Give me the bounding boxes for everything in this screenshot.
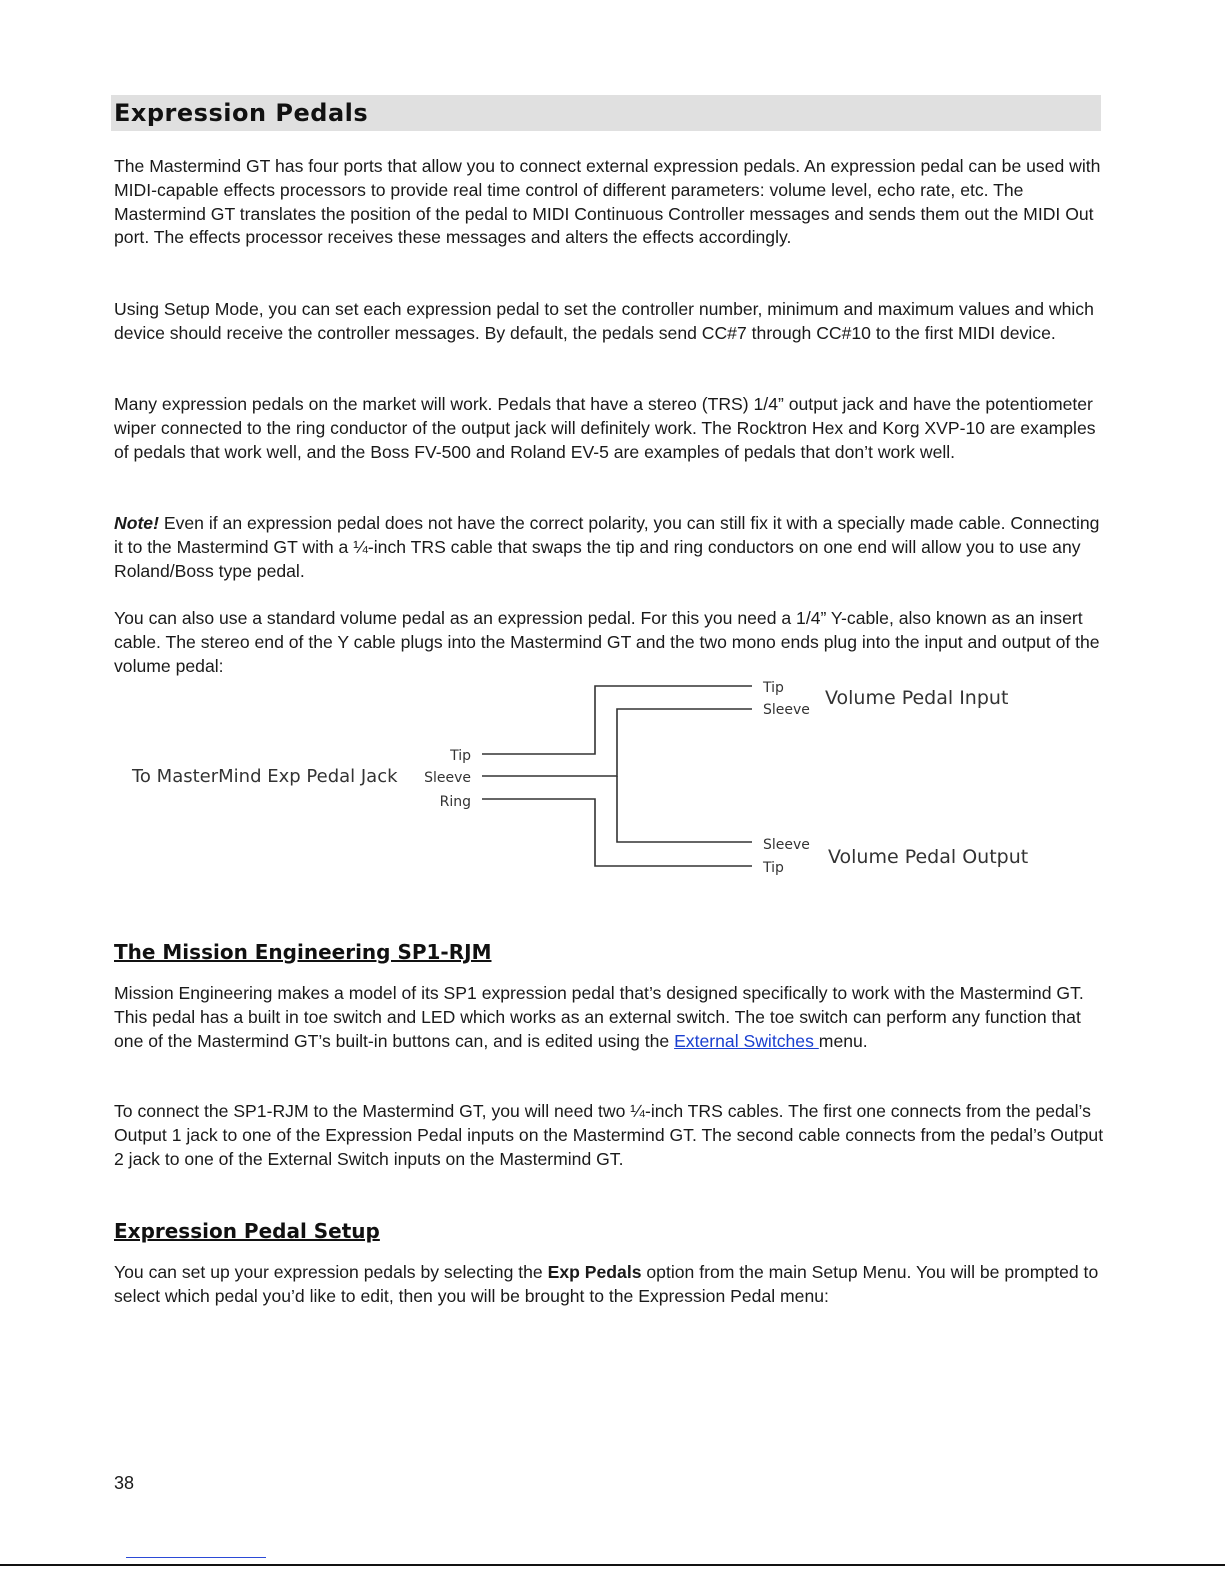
diagram-input-label: Volume Pedal Input bbox=[825, 687, 1009, 709]
setup-heading: Expression Pedal Setup bbox=[114, 1219, 380, 1243]
external-switches-link[interactable]: External Switches bbox=[674, 1030, 819, 1051]
page-number: 38 bbox=[114, 1473, 135, 1493]
diagram-output-sleeve: Sleeve bbox=[763, 837, 810, 853]
diagram-jack-tip: Tip bbox=[450, 748, 471, 764]
wire-sleeve-to-input bbox=[482, 709, 752, 776]
note-paragraph bbox=[114, 512, 1104, 583]
diagram-input-tip: Tip bbox=[763, 680, 784, 696]
setup-paragraph-tail: option from the main Setup Menu. You will be prompted to select which pedal you’d like to edit, then you will be brought to the Expression Pedal menu: bbox=[114, 1262, 1099, 1306]
sp1-heading: The Mission Engineering SP1-RJM bbox=[114, 940, 492, 964]
exp-pedals-option: Exp Pedals bbox=[547, 1262, 642, 1282]
sp1-paragraph-tail: menu. bbox=[818, 1030, 868, 1051]
sp1-paragraph bbox=[114, 982, 1104, 1053]
diagram-output-label: Volume Pedal Output bbox=[828, 846, 1029, 868]
diagram-jack-ring: Ring bbox=[439, 794, 471, 810]
footer-link-underline bbox=[126, 1557, 266, 1558]
sp1-connect-paragraph: To connect the SP1-RJM to the Mastermind GT, you will need two ¼-inch TRS cables. The first one connects from the pedal’s Output 1 jack to one of the Expression Pedal inputs on the Mastermind GT. The second cable connects from the pedal’s Output 2 jack to one of the External Switch inputs on the Mastermind GT. bbox=[114, 1101, 1104, 1169]
compatibility-paragraph: Many expression pedals on the market will work. Pedals that have a stereo (TRS) 1/4” output jack and have the potentiometer wiper connected to the ring conductor of the output jack will definitely work. The Rocktron Hex and Korg XVP-10 are examples of pedals that work well, and the Boss FV-500 and Roland EV-5 are examples of pedals that don’t work well. bbox=[114, 394, 1096, 462]
footer-rule bbox=[0, 1564, 1225, 1566]
setup-mode-paragraph: Using Setup Mode, you can set each expression pedal to set the controller number, minimum and maximum values and which device should receive the controller messages. By default, the pedals send CC#7 through CC#10 to the first MIDI device. bbox=[114, 299, 1094, 343]
intro-paragraph: The Mastermind GT has four ports that allow you to connect external expression pedals. An expression pedal can be used with MIDI-capable effects processors to provide real time control of different parameters: volume level, echo rate, etc. The Mastermind GT translates the position of the pedal to MIDI Continuous Controller messages and sends them out the MIDI Out port. The effects processor receives these messages and alters the effects accordingly. bbox=[114, 156, 1101, 248]
diagram-jack-sleeve: Sleeve bbox=[424, 770, 471, 786]
section-title: Expression Pedals bbox=[114, 99, 369, 127]
wire-lines bbox=[482, 686, 752, 866]
volume-pedal-paragraph: You can also use a standard volume pedal as an expression pedal. For this you need a 1/4” Y-cable, also known as an insert cable. The stereo end of the Y cable plugs into the Mastermind GT and the two mono ends plug into the input and output of the volume pedal: bbox=[114, 608, 1100, 676]
diagram-jack-label: To MasterMind Exp Pedal Jack bbox=[132, 766, 398, 787]
sp1-paragraph-text: Mission Engineering makes a model of its SP1 expression pedal that’s designed specifically to work with the Mastermind GT. This pedal has a built in toe switch and LED which works as an external switch. The toe switch can perform any function that one of the Mastermind GT’s built-in buttons can, and is edited using the bbox=[114, 983, 1084, 1051]
setup-paragraph-text: You can set up your expression pedals by selecting the bbox=[114, 1262, 548, 1282]
wire-sleeve-to-output bbox=[617, 776, 752, 842]
diagram-input-sleeve: Sleeve bbox=[763, 702, 810, 718]
note-text: Even if an expression pedal does not have the correct polarity, you can still fix it with a specially made cable. Connecting it to the Mastermind GT with a ¼-inch TRS cable that swaps the tip and ring conductors on one end will allow you to use any Roland/Boss type pedal. bbox=[114, 513, 1100, 581]
setup-paragraph bbox=[114, 1261, 1104, 1309]
note-label: Note! bbox=[114, 513, 159, 533]
y-cable-diagram-svg bbox=[120, 674, 1060, 894]
diagram-output-tip: Tip bbox=[763, 860, 784, 876]
y-cable-diagram bbox=[120, 674, 1060, 894]
